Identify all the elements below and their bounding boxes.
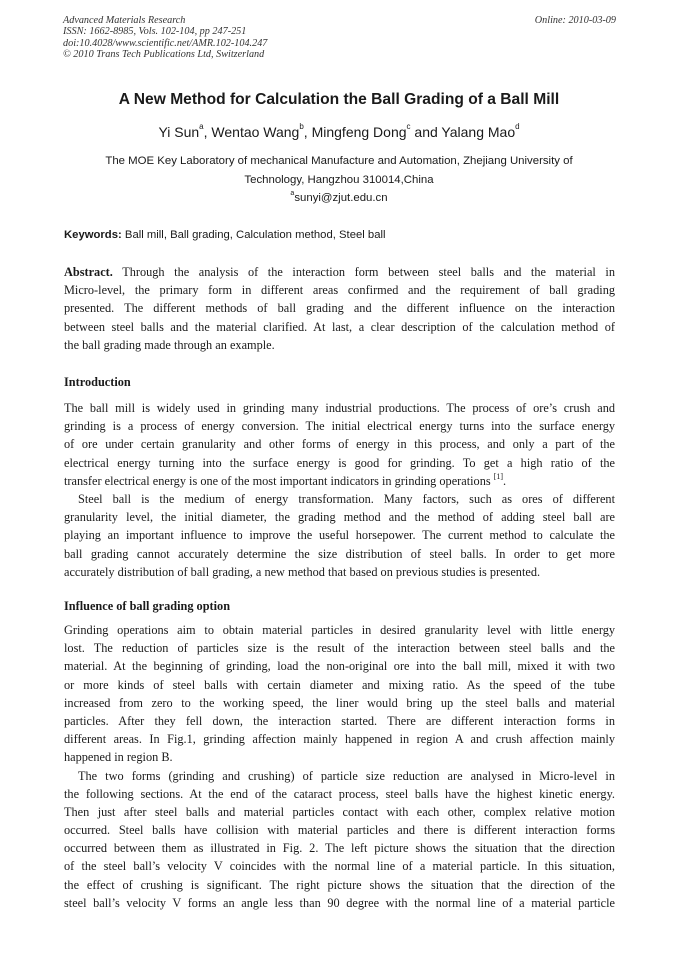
text-line: Grinding operations aim to obtain material particles in desired granularity level with little energy [64, 623, 615, 637]
author-name: Yalang Mao [441, 124, 516, 140]
text-line: the effect of crushing is significant. The right picture shows the situation that the direction of the [64, 877, 615, 892]
introduction-text [64, 399, 615, 581]
text-line: accurately distribution of ball grading, a new method that based on previous studies is presented. [64, 564, 541, 579]
keywords-label: Keywords: [64, 229, 122, 241]
author-affil-mark: b [299, 122, 304, 131]
keywords [64, 227, 616, 243]
text-line: of ore under certain granularity and other forms of energy in this process, and only a part of the [64, 437, 615, 452]
text-line: The two forms (grinding and crushing) of particle size reduction are analysed in Micro-level in [78, 768, 615, 783]
abstract-line: the ball grading made through an example. [64, 337, 275, 352]
author-affil-mark: a [199, 122, 204, 131]
abstract-line: Abstract. Through the analysis of the interaction form between steel balls and the material in [64, 265, 615, 279]
author-list [40, 123, 638, 141]
text-line: of the steel ball’s velocity V coincides with the normal line of a material particle. In this situation, [64, 859, 615, 874]
text-line: particles. After they fell down, the interaction started. There are different interaction forms in [64, 713, 615, 728]
text-line: occurred. Steel balls have collision with material particles and there is different interaction forms [64, 823, 615, 838]
text-line: material. At the beginning of grinding, load the non-original ore into the ball mill, mixed it with two [64, 659, 615, 674]
issn-line: ISSN: 1662-8985, Vols. 102-104, pp 247-251 [63, 26, 247, 38]
text-line: the following sections. At the end of the cataract process, steel balls have the highest kinetic energy. [64, 786, 615, 801]
affiliation-line: Technology, Hangzhou 310014,China [244, 173, 434, 186]
affiliation [70, 152, 608, 208]
keywords-text: Ball mill, Ball grading, Calculation method, Steel ball [121, 229, 386, 241]
text-line: or more kinds of steel balls with certain diameter and mixing ratio. As the speed of the tube [64, 677, 615, 692]
author-affil-mark: c [406, 122, 411, 131]
text-line: ball grading cannot accurately determine the size distribution of steel balls. In order to get more [64, 546, 615, 561]
author-separator: , [303, 124, 312, 140]
text-line: Steel ball is the medium of energy transformation. Many factors, such as ores of different [78, 491, 615, 506]
abstract-line: presented. The different methods of ball grading and the different influence on the interaction [64, 301, 615, 316]
text-line: steel ball’s velocity V forms an angle less than 90 degree with the normal line of a material particle [64, 895, 615, 910]
author-name: Wentao Wang [211, 124, 300, 140]
email-affil-mark: a [290, 190, 295, 197]
text-line: transfer electrical energy is one of the most important indicators in grinding operations [1]. [64, 471, 507, 488]
author-name: Yi Sun [158, 124, 200, 140]
doi-line: doi:10.4028/www.scientific.net/AMR.102-104.247 [63, 37, 268, 49]
text-line: occurred between them as illustrated in Fig. 2. The left picture shows the situation that the direction [64, 841, 615, 856]
abstract [64, 263, 615, 354]
author-email [70, 189, 608, 208]
text-line: increased from zero to the working speed, the liner would bring up the steel balls and material [64, 695, 615, 710]
text-line: happened in region B. [64, 750, 173, 765]
author-name: Mingfeng Dong [311, 124, 407, 140]
journal-header [63, 15, 616, 61]
copyright-line: © 2010 Trans Tech Publications Ltd, Switzerland [63, 49, 265, 61]
email-address: sunyi@zjut.edu.cn [294, 192, 388, 204]
text-line: Then just after steel balls and material particles contact with each other, complex relative motion [64, 804, 615, 819]
text-line: different areas. In Fig.1, grinding affection mainly happened in region A and crush affection mainly [64, 732, 615, 747]
author-affil-mark: d [515, 122, 520, 131]
affiliation-line: The MOE Key Laboratory of mechanical Manufacture and Automation, Zhejiang University of [105, 155, 573, 167]
text-line: lost. The reduction of particles size is the result of the interaction between steel balls and the [64, 641, 615, 656]
paper-title: A New Method for Calculation the Ball Grading of a Ball Mill [118, 91, 560, 108]
text-line: grinding is a process of energy conversion. The initial electrical energy turns into the surface energy [64, 419, 615, 434]
author-separator: , [203, 124, 212, 140]
text-line: playing an important influence to improve the useful horsepower. The current method to calculate the [64, 528, 615, 543]
section-heading-introduction: Introduction [64, 375, 131, 389]
text-line: The ball mill is widely used in grinding many industrial productions. The process of ore’s crush and [64, 401, 615, 415]
influence-text [64, 621, 615, 912]
text-line: electrical energy turning into the surface energy is good for grinding. To get a high ratio of the [64, 455, 615, 470]
author-separator: and [410, 124, 442, 140]
abstract-line: Micro-level, the primary form in different areas confirmed and the requirement of ball grading [64, 283, 615, 298]
abstract-label: Abstract. [64, 265, 113, 279]
text-line: granularity level, the initial diameter, the grading method and the method of adding steel ball are [64, 510, 615, 525]
section-heading-influence: Influence of ball grading option [64, 599, 231, 613]
abstract-line: between steel balls and the material clarified. At last, a clear description of the calculation method of [64, 319, 615, 334]
journal-name: Advanced Materials Research [63, 15, 186, 26]
citation-ref: [1] [493, 471, 504, 481]
online-date: Online: 2010-03-09 [534, 15, 616, 26]
